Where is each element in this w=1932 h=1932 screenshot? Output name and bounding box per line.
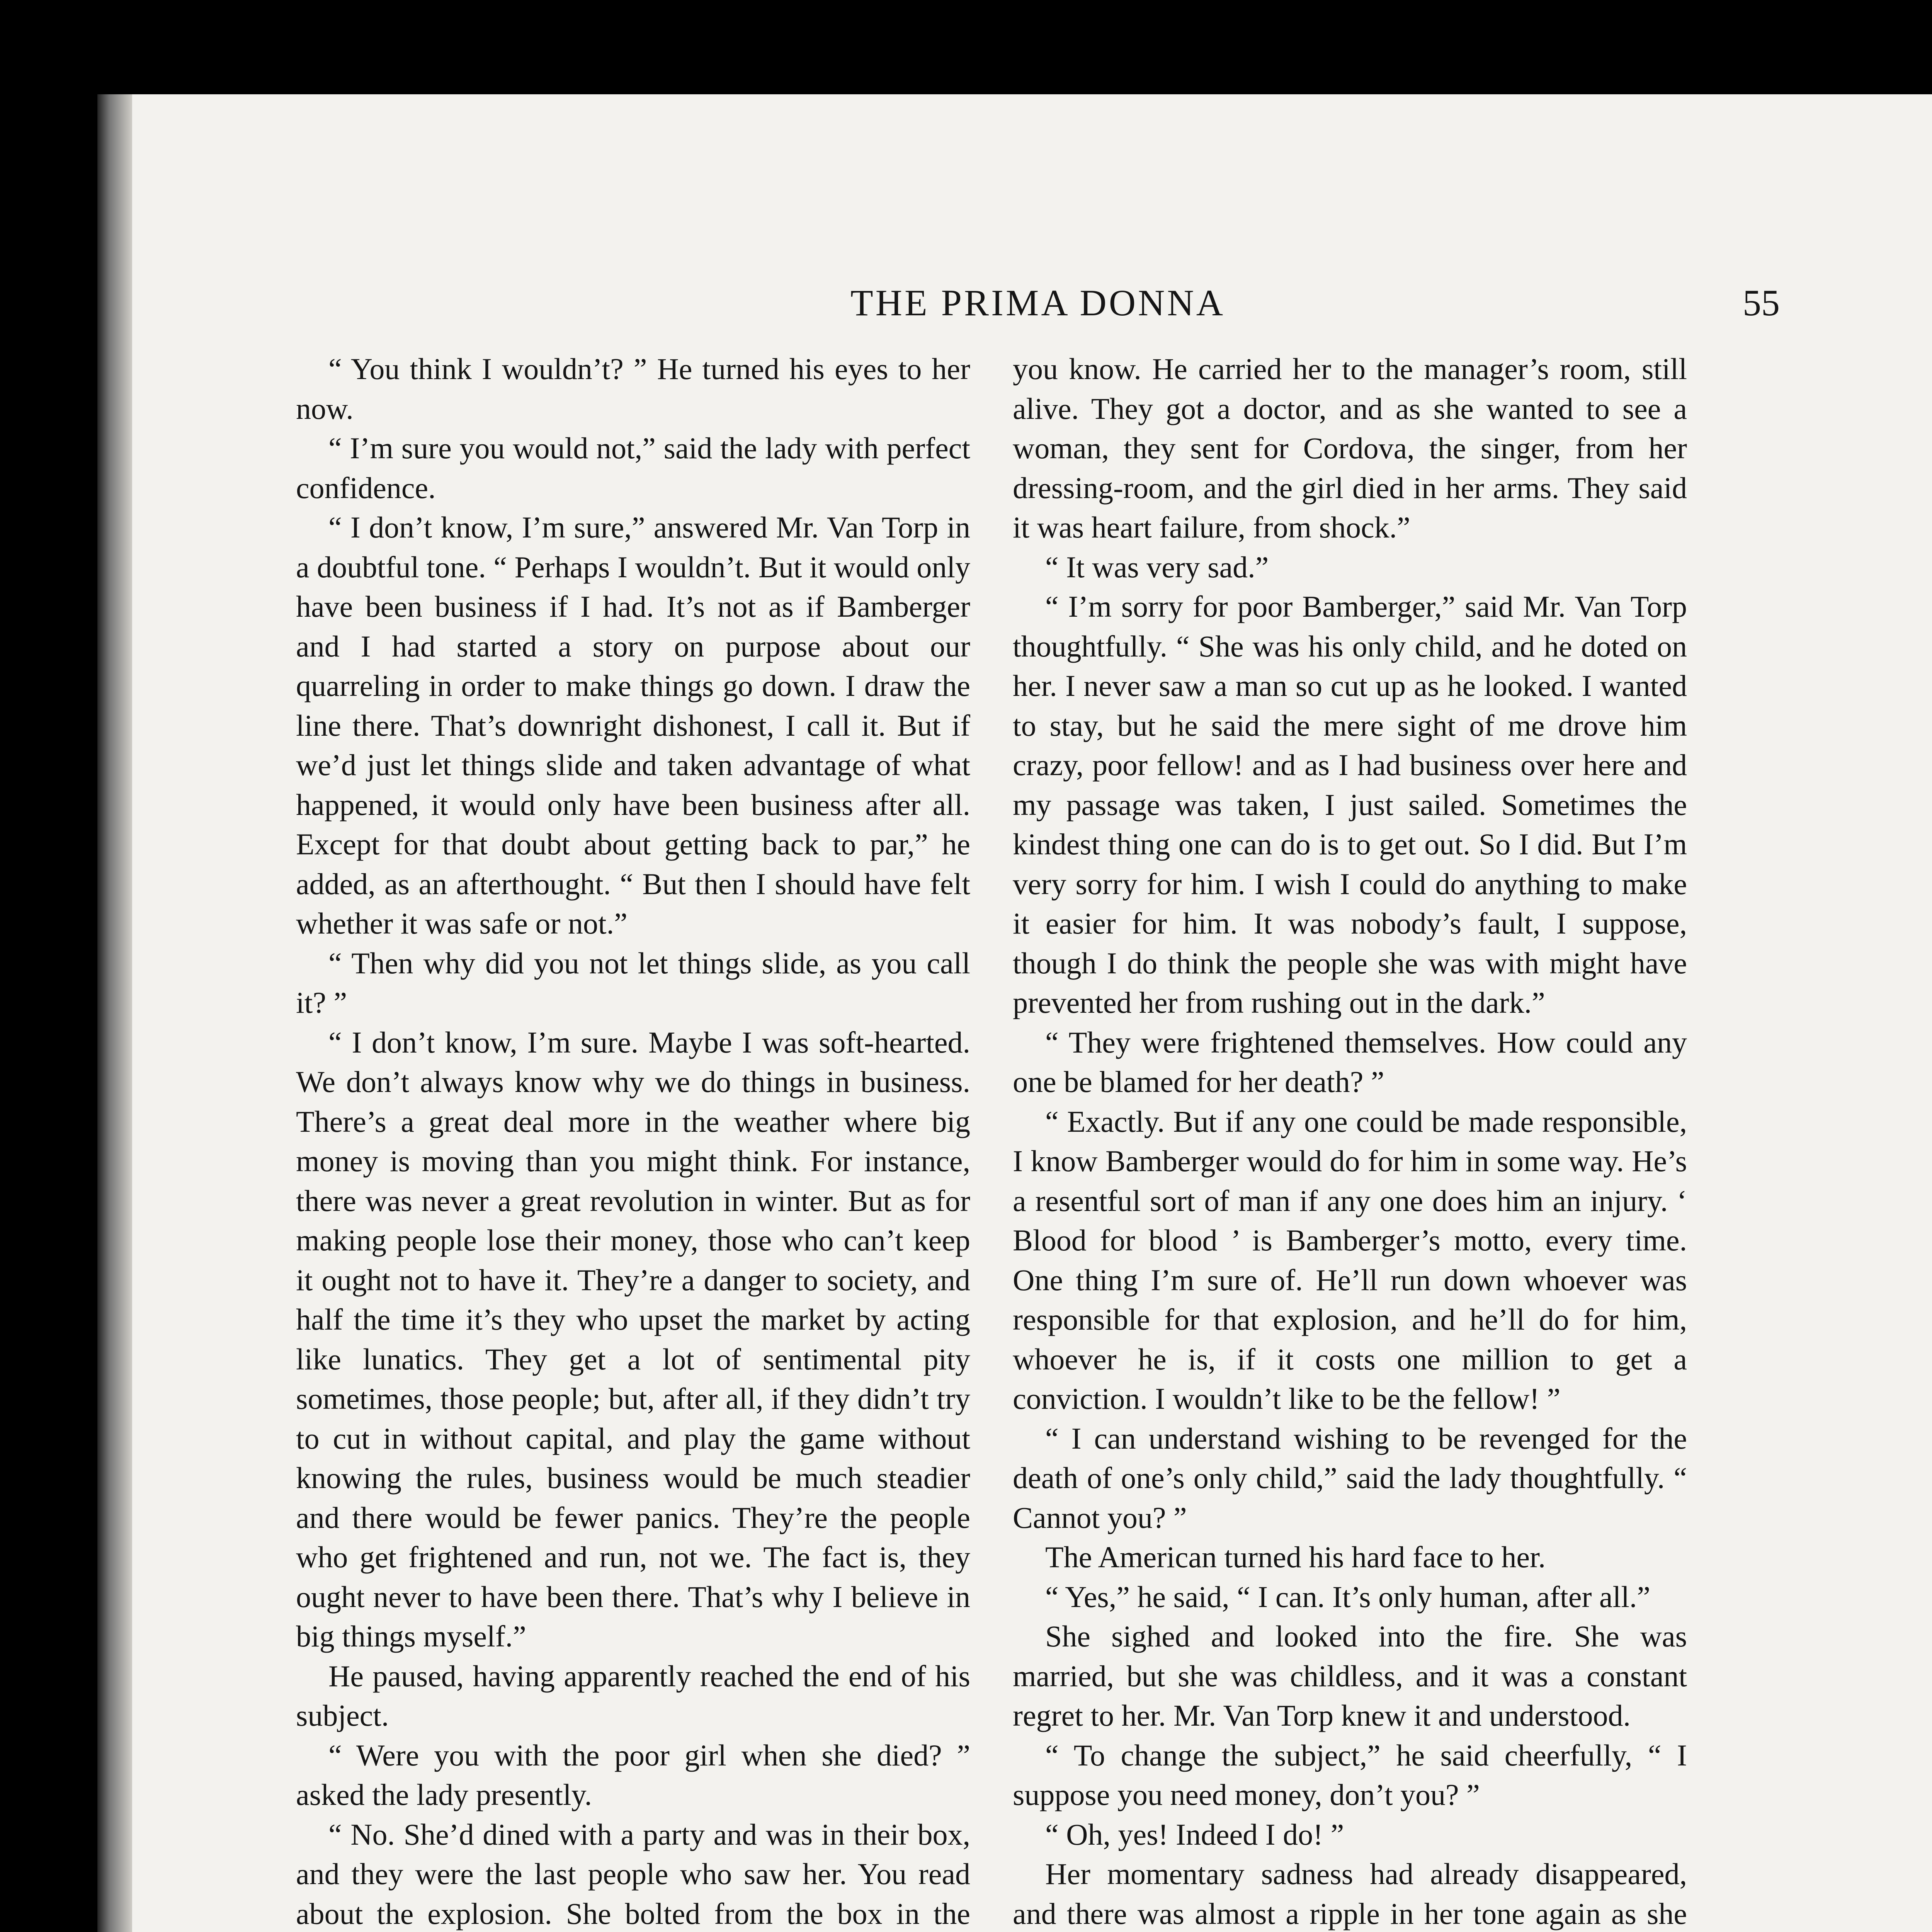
left-column [296,349,970,1932]
paragraph: “ I don’t know, I’m sure. Maybe I was soft-hearted. We don’t always know why we do things in business. There’s a great deal more in the weather where big money is moving than you might think. For instance, there was never a great revolution in winter. But as for making people lose their money, those who can’t keep it ought not to have it. They’re a danger to society, and half the time it’s they who upset the market by acting like lunatics. They get a lot of sentimental pity sometimes, those people; but, after all, if they didn’t try to cut in without capital, and play the game without knowing the rules, business would be much steadier and there would be fewer panics. They’re the people who get frightened and run, not we. The fact is, they ought never to have been there. That’s why I believe in big things myself.” [296,1025,970,1653]
paragraph: “ It was very sad.” [1045,550,1269,584]
page-number: 55 [1743,282,1780,323]
page-header [296,272,1780,334]
paragraph: “ They were frightened themselves. How could any one be blamed for her death? ” [1013,1025,1687,1099]
paragraph: She sighed and looked into the fire. She was married, but she was childless, and it was a constant regret to her. Mr. Van Torp knew it and understood. [1013,1619,1687,1732]
paragraph: “ Exactly. But if any one could be made responsible, I know Bamberger would do for him in some way. He’s a resentful sort of man if any one does him an injury. ‘ Blood for blood ’ is Bamberger’s motto, every time. One thing I’m sure of. He’ll run down whoever was responsible for that explosion, and he’ll do for him, whoever he is, if it costs one million to get a conviction. I wouldn’t like to be the fellow! ” [1013,1104,1687,1415]
running-title: THE PRIMA DONNA [850,282,1226,323]
paragraph-continuation: you know. He carried her to the manager’s room, still alive. They got a doctor, and as she wanted to see a woman, they sent for Cordova, the singer, from her dressing-room, and the girl died in her arms. They said it was heart failure, from shock.” [1013,352,1687,544]
paragraph: “ To change the subject,” he said cheerfully, “ I suppose you need money, don’t you? ” [1013,1738,1687,1811]
paragraph: The American turned his hard face to her. [1045,1540,1546,1574]
book-page [97,94,1932,1932]
paragraph: “ Yes,” he said, “ I can. It’s only human, after all.” [1045,1580,1651,1614]
paragraph: “ I don’t know, I’m sure,” answered Mr. Van Torp in a doubtful tone. “ Perhaps I wouldn’t. But it would only have been business if I had. It’s not as if Bamberger and I had started a story on purpose about our quarreling in order to make things go down. I draw the line there. That’s downright dishonest, I call it. But if we’d just let things slide and taken advantage of what happened, it would only have been business after all. Except for that doubt about getting back to par,” he added, as an afterthought. “ But then I should have felt whether it was safe or not.” [296,510,970,940]
paragraph: “ No. She’d dined with a party and was in their box, and they were the last people who saw her. You read about the explosion. She bolted from the box in the [296,1817,970,1930]
binding-gutter [97,94,132,1932]
right-column [1013,349,1687,1932]
paragraph: He paused, having apparently reached the end of his subject. [296,1659,970,1732]
paragraph: “ Oh, yes! Indeed I do! ” [1045,1817,1344,1851]
paragraph: “ You think I wouldn’t? ” He turned his eyes to her now. [296,352,970,425]
paragraph: “ I’m sorry for poor Bamberger,” said Mr. Van Torp thoughtfully. “ She was his only child, and he doted on her. I never saw a man so cut up as he looked. I wanted to stay, but he said the mere sight of me drove him crazy, poor fellow! and as I had business over here and my passage was taken, I just sailed. Sometimes the kindest thing one can do is to get out. So I did. But I’m very sorry for him. I wish I could do anything to make it easier for him. It was nobody’s fault, I suppose, though I do think the people she was with might have prevented her from rushing out in the dark.” [1013,590,1687,1019]
paragraph: “ I can understand wishing to be revenged for the death of one’s only child,” said the lady thoughtfully. “ Cannot you? ” [1013,1421,1687,1534]
paragraph: “ I’m sure you would not,” said the lady with perfect confidence. [296,431,970,505]
paragraph: Her momentary sadness had already disappeared, and there was almost a ripple in her tone again as she [1013,1857,1687,1930]
paragraph: “ Then why did you not let things slide, as you call it? ” [296,946,970,1019]
paragraph: “ Were you with the poor girl when she died? ” asked the lady presently. [296,1738,970,1811]
text-block [296,272,1780,1932]
